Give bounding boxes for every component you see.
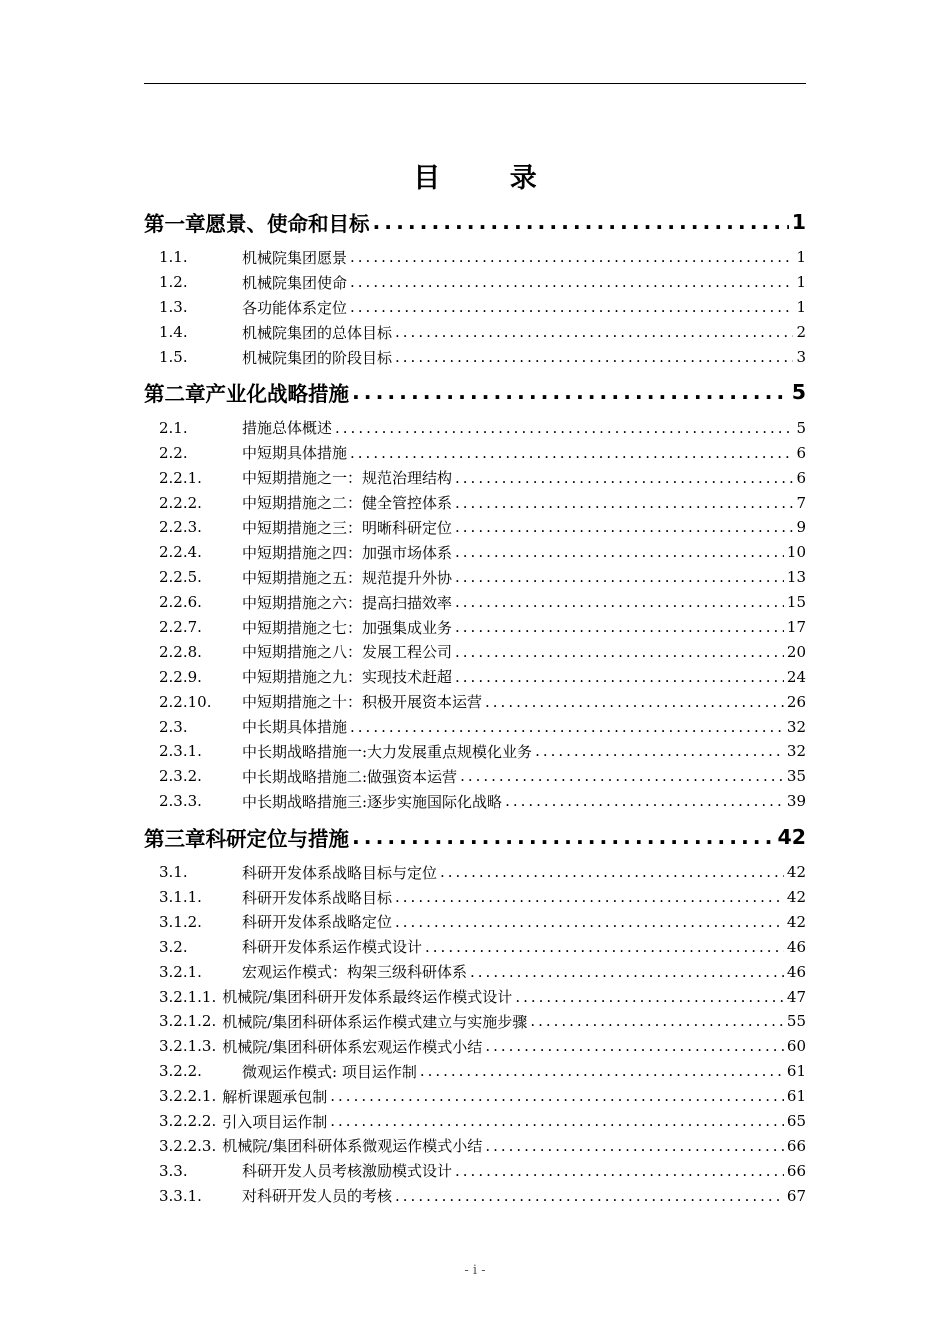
toc-number: 3.2.2.3. — [159, 1136, 217, 1155]
toc-entry[interactable] — [144, 689, 806, 714]
toc-entry[interactable] — [144, 1059, 806, 1084]
toc-number: 2.2.7. — [159, 618, 202, 637]
toc-number: 3.2.1.1. — [159, 987, 217, 1006]
toc-page-number: 1 — [796, 248, 806, 267]
toc-label: 机械院集团愿景 — [242, 248, 348, 267]
toc-label: 中长期战略措施三:逐步实施国际化战略 — [242, 792, 503, 811]
toc-entry[interactable] — [144, 270, 806, 295]
toc-label: 愿景、使命和目标 — [205, 212, 370, 236]
toc-entry[interactable] — [144, 1009, 806, 1034]
toc-entry[interactable] — [144, 345, 806, 370]
toc-number: 2.3.1. — [159, 742, 202, 761]
toc-leader-dots — [455, 568, 784, 586]
toc-leader-dots — [505, 792, 784, 810]
toc-entry[interactable] — [144, 885, 806, 910]
toc-leader-dots — [455, 1162, 784, 1180]
toc-number: 2.2.3. — [159, 518, 202, 537]
toc-page-number: 42 — [777, 824, 806, 849]
toc-label: 科研开发体系战略定位 — [242, 913, 393, 932]
toc-number: 2.3.2. — [159, 767, 202, 786]
toc-leader-dots — [460, 767, 784, 785]
toc-label: 引入项目运作制 — [222, 1112, 328, 1131]
toc-page-number: 61 — [786, 1087, 806, 1106]
toc-page-number: 42 — [786, 863, 806, 882]
toc-number: 3.2.1.2. — [159, 1012, 217, 1031]
toc-entry[interactable] — [144, 664, 806, 689]
toc-entry[interactable] — [144, 1134, 806, 1159]
toc-entry[interactable] — [144, 1109, 806, 1134]
toc-number: 2.2.1. — [159, 468, 202, 487]
toc-entry[interactable] — [144, 860, 806, 885]
toc-entry[interactable] — [144, 789, 806, 814]
toc-entry[interactable] — [144, 739, 806, 764]
toc-page-number: 32 — [786, 717, 806, 736]
toc-leader-dots — [335, 419, 793, 437]
toc-number: 2.2. — [159, 443, 188, 462]
toc-label: 中长期战略措施二:做强资本运营 — [242, 767, 458, 786]
toc-page-number: 20 — [786, 642, 806, 661]
toc-entry[interactable] — [144, 590, 806, 615]
toc-label: 各功能体系定位 — [242, 298, 348, 317]
toc-page-number: 1 — [791, 210, 806, 234]
toc-number: 第二章 — [144, 382, 206, 407]
toc-entry[interactable] — [144, 295, 806, 320]
toc-label: 解析课题承包制 — [222, 1087, 328, 1106]
toc-leader-dots — [330, 1112, 784, 1130]
toc-label: 机械院集团的阶段目标 — [242, 348, 393, 367]
toc-entry[interactable] — [144, 714, 806, 739]
toc-entry[interactable] — [144, 565, 806, 590]
toc-page-number: 35 — [786, 767, 806, 786]
toc-leader-dots — [455, 543, 784, 561]
toc-page-number: 5 — [791, 380, 806, 405]
toc-page-number: 10 — [786, 543, 806, 562]
toc-label: 中短期措施之二：健全管控体系 — [242, 494, 453, 513]
toc-leader-dots — [330, 1087, 784, 1105]
toc-label: 中短期措施之一：规范治理结构 — [242, 469, 453, 488]
toc-leader-dots — [485, 693, 784, 711]
toc-label: 科研开发体系战略目标 — [242, 888, 393, 907]
toc-leader-dots — [350, 444, 793, 462]
toc-label: 宏观运作模式：构架三级科研体系 — [242, 963, 468, 982]
toc-label: 科研开发体系运作模式设计 — [242, 938, 423, 957]
toc-number: 2.2.4. — [159, 543, 202, 562]
toc-label: 机械院/集团科研体系运作模式建立与实施步骤 — [222, 1012, 528, 1031]
toc-label: 机械院/集团科研开发体系最终运作模式设计 — [222, 988, 513, 1007]
toc-page-number: 5 — [796, 418, 806, 437]
toc-number: 2.3.3. — [159, 792, 202, 811]
toc-leader-dots — [373, 210, 789, 234]
toc-page-number: 26 — [786, 692, 806, 711]
toc-number: 3.1.2. — [159, 912, 202, 931]
toc-label: 中长期具体措施 — [242, 718, 348, 737]
toc-label: 科研开发体系战略目标与定位 — [242, 863, 438, 882]
toc-number: 第三章 — [144, 826, 206, 851]
header-rule — [144, 83, 806, 84]
toc-entry[interactable] — [144, 540, 806, 565]
toc-entry[interactable] — [144, 1034, 806, 1059]
toc-leader-dots — [455, 668, 784, 686]
toc-leader-dots — [420, 1062, 784, 1080]
toc-leader-dots — [515, 988, 784, 1006]
toc-entry[interactable] — [144, 245, 806, 270]
toc-page-number: 3 — [796, 348, 806, 366]
toc-number: 1.2. — [159, 273, 188, 292]
toc-entry[interactable] — [144, 415, 806, 440]
toc-leader-dots — [455, 518, 793, 536]
toc-number: 2.2.10. — [159, 692, 212, 711]
toc-label: 机械院/集团科研体系宏观运作模式小结 — [222, 1037, 483, 1056]
page-title: 目 录 — [413, 163, 567, 194]
toc-page-number: 7 — [796, 493, 806, 512]
toc-page-number: 61 — [786, 1062, 806, 1081]
toc-page-number: 66 — [786, 1136, 806, 1155]
toc-leader-dots — [535, 742, 784, 760]
toc-leader-dots — [455, 593, 784, 611]
toc-page-number: 46 — [786, 937, 806, 956]
toc-leader-dots — [440, 863, 784, 881]
toc-page-number: 2 — [796, 323, 806, 342]
toc-page-number: 9 — [796, 518, 806, 537]
toc-page-number: 65 — [786, 1112, 806, 1131]
toc-number: 2.2.2. — [159, 493, 202, 512]
toc-page-number: 39 — [786, 792, 806, 811]
toc-page-number: 6 — [796, 443, 806, 462]
toc-leader-dots — [485, 1037, 784, 1055]
toc-number: 2.1. — [159, 418, 188, 437]
toc-page-number: 66 — [786, 1161, 806, 1180]
toc-leader-dots — [455, 494, 793, 512]
toc-label: 中短期措施之七：加强集成业务 — [242, 618, 453, 637]
toc-number: 3.2.1. — [159, 962, 202, 981]
toc-label: 中短期具体措施 — [242, 444, 348, 463]
toc-label: 机械院集团的总体目标 — [242, 323, 393, 342]
toc-number: 3.1. — [159, 863, 188, 882]
toc-entry[interactable] — [144, 764, 806, 789]
toc-page-number: 15 — [786, 593, 806, 612]
table-of-contents — [144, 199, 806, 1208]
toc-label: 中短期措施之十：积极开展资本运营 — [242, 693, 483, 712]
toc-page-number: 42 — [786, 888, 806, 907]
toc-number: 3.2. — [159, 937, 188, 956]
toc-page-number: 1 — [796, 298, 806, 317]
toc-leader-dots — [350, 718, 784, 736]
toc-page-number: 17 — [786, 618, 806, 637]
toc-page-number: 6 — [796, 468, 806, 487]
toc-leader-dots — [425, 938, 784, 956]
toc-number: 2.3. — [159, 717, 188, 736]
toc-number: 第一章 — [144, 212, 206, 236]
toc-leader-dots — [350, 273, 793, 291]
toc-label: 中短期措施之六：提高扫描效率 — [242, 593, 453, 612]
toc-entry[interactable] — [144, 639, 806, 664]
toc-label: 机械院/集团科研体系微观运作模式小结 — [222, 1137, 483, 1156]
toc-leader-dots — [395, 913, 784, 931]
toc-label: 措施总体概述 — [242, 419, 333, 438]
toc-entry[interactable] — [144, 440, 806, 465]
toc-leader-dots — [530, 1012, 784, 1030]
toc-entry[interactable] — [144, 1183, 806, 1208]
toc-page-number: 55 — [786, 1012, 806, 1031]
toc-number: 3.2.1.3. — [159, 1037, 217, 1056]
toc-label: 中短期措施之五：规范提升外协 — [242, 568, 453, 587]
toc-leader-dots — [485, 1137, 784, 1155]
toc-number: 3.2.2.2. — [159, 1112, 217, 1131]
toc-leader-dots — [395, 1187, 784, 1205]
toc-entry[interactable] — [144, 465, 806, 490]
toc-page-number: 47 — [786, 987, 806, 1006]
toc-label: 微观运作模式: 项目运作制 — [242, 1062, 417, 1081]
toc-page-number: 1 — [796, 273, 806, 292]
toc-entry[interactable] — [144, 984, 806, 1009]
toc-entry[interactable] — [144, 1158, 806, 1183]
toc-label: 中长期战略措施一:大力发展重点规模化业务 — [242, 742, 533, 761]
toc-page-number: 60 — [786, 1037, 806, 1056]
toc-label: 科研定位与措施 — [205, 826, 349, 851]
toc-entry[interactable] — [144, 615, 806, 640]
toc-label: 中短期措施之四：加强市场体系 — [242, 543, 453, 562]
toc-label: 产业化战略措施 — [205, 382, 349, 407]
toc-entry[interactable] — [144, 515, 806, 540]
toc-chapter[interactable] — [144, 199, 806, 245]
toc-page-number: 42 — [786, 912, 806, 931]
toc-leader-dots — [395, 348, 793, 366]
toc-number: 3.1.1. — [159, 888, 202, 907]
toc-leader-dots — [470, 963, 784, 981]
toc-leader-dots — [350, 298, 793, 316]
toc-chapter[interactable] — [144, 369, 806, 415]
toc-leader-dots — [350, 248, 793, 266]
toc-number: 3.3. — [159, 1161, 188, 1180]
toc-page-number: 32 — [786, 742, 806, 761]
toc-leader-dots — [455, 618, 784, 636]
toc-leader-dots — [395, 888, 784, 906]
toc-leader-dots — [352, 825, 774, 849]
toc-leader-dots — [455, 643, 784, 661]
toc-number: 3.3.1. — [159, 1186, 202, 1205]
toc-leader-dots — [455, 469, 793, 487]
toc-entry[interactable] — [144, 959, 806, 984]
toc-number: 2.2.6. — [159, 593, 202, 612]
toc-label: 对科研开发人员的考核 — [242, 1187, 393, 1206]
toc-entry[interactable] — [144, 1084, 806, 1109]
toc-number: 1.1. — [159, 248, 188, 267]
toc-label: 中短期措施之八：发展工程公司 — [242, 643, 453, 662]
toc-number: 1.4. — [159, 323, 188, 342]
toc-page-number: 13 — [786, 568, 806, 587]
toc-label: 中短期措施之三：明晰科研定位 — [242, 518, 453, 537]
toc-leader-dots — [352, 380, 789, 404]
toc-label: 科研开发人员考核激励模式设计 — [242, 1162, 453, 1181]
toc-number: 3.2.2.1. — [159, 1087, 217, 1106]
toc-number: 2.2.8. — [159, 642, 202, 661]
toc-entry[interactable] — [144, 934, 806, 959]
toc-page-number: 46 — [786, 962, 806, 981]
toc-chapter[interactable] — [144, 814, 806, 860]
toc-number: 2.2.5. — [159, 568, 202, 587]
toc-entry[interactable] — [144, 909, 806, 934]
toc-entry[interactable] — [144, 320, 806, 345]
toc-label: 机械院集团使命 — [242, 273, 348, 292]
toc-number: 1.3. — [159, 298, 188, 317]
page-number: - i - — [464, 1263, 486, 1278]
toc-page-number: 24 — [786, 667, 806, 686]
toc-leader-dots — [395, 323, 793, 341]
toc-number: 2.2.9. — [159, 667, 202, 686]
toc-page-number: 67 — [786, 1186, 806, 1205]
toc-label: 中短期措施之九：实现技术赶超 — [242, 668, 453, 687]
toc-entry[interactable] — [144, 490, 806, 515]
toc-number: 1.5. — [159, 348, 188, 366]
toc-number: 3.2.2. — [159, 1062, 202, 1081]
